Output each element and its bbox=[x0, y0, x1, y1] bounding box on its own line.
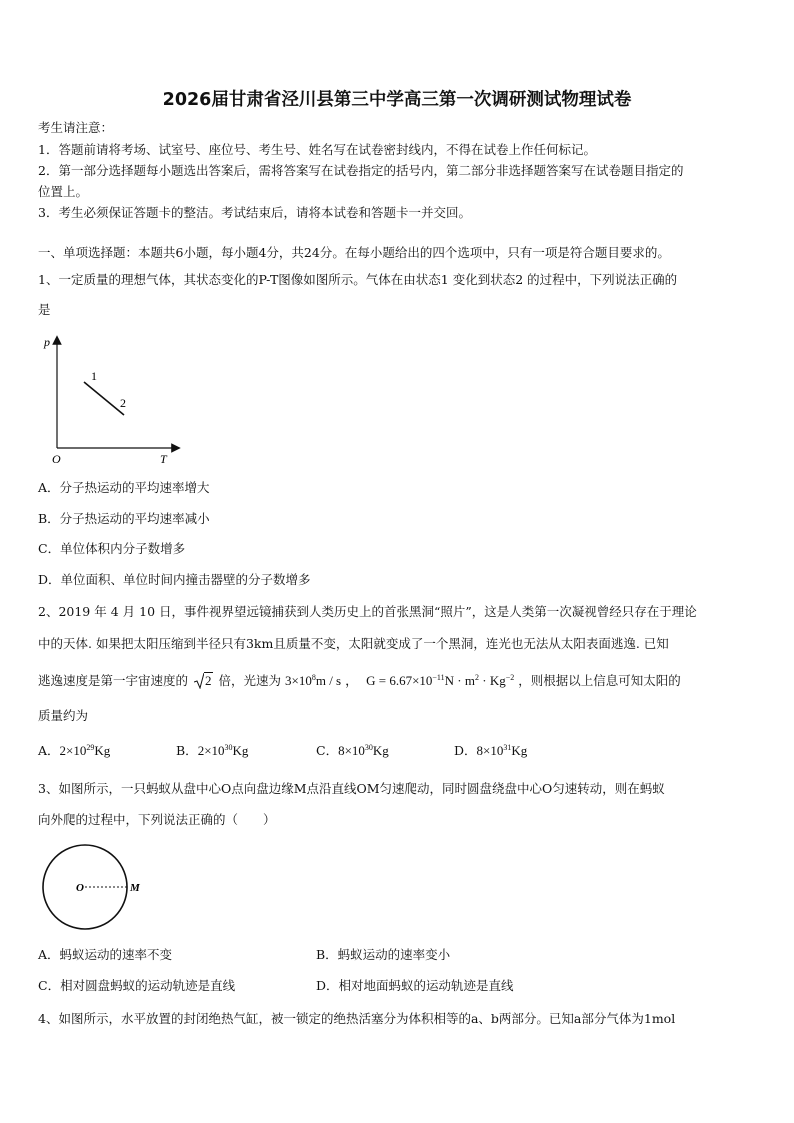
q3-option-c: C．相对圆盘蚂蚁的运动轨迹是直线 bbox=[38, 978, 236, 993]
q2-text-a: 逃逸速度是第一宇宙速度的 bbox=[38, 673, 189, 688]
sqrt-sign bbox=[194, 673, 204, 689]
edge-m-label: M bbox=[130, 882, 140, 894]
q2-text-b: 倍，光速为 bbox=[218, 673, 281, 688]
notice-heading: 考生请注意： bbox=[38, 120, 114, 135]
q3-disc-figure bbox=[40, 842, 180, 938]
q4-stem-line1: 4、如图所示，水平放置的封闭绝热气缸，被一锁定的绝热活塞分为体积相等的a、b两部分。已知a部分气体为1mol bbox=[38, 1011, 676, 1026]
notice-item-2-cont: 位置上。 bbox=[38, 184, 89, 199]
q2-text-c: ，则根据以上信息可知太阳的 bbox=[518, 673, 681, 688]
axis-x-label: T bbox=[160, 452, 167, 464]
q1-option-c: C．单位体积内分子数增多 bbox=[38, 541, 186, 556]
notice-item-3: 3．考生必须保证答题卡的整洁。考试结束后，请将本试卷和答题卡一并交回。 bbox=[38, 205, 471, 220]
sqrt-value: 2 bbox=[205, 673, 212, 688]
q2-stem-line1: 2、2019 年 4 月 10 日，事件视界望远镜捕获到人类历史上的首张黑洞“照片”，这是人类第一次凝视曾经只存在于理论 bbox=[38, 604, 697, 619]
q3-stem-line2: 向外爬的过程中，下列说法正确的（ ） bbox=[38, 812, 276, 827]
q1-option-d: D．单位面积、单位时间内撞击器壁的分子数增多 bbox=[38, 572, 311, 587]
page-title: 2026届甘肃省泾川县第三中学高三第一次调研测试物理试卷 bbox=[162, 90, 632, 110]
q3-option-d: D．相对地面蚂蚁的运动轨迹是直线 bbox=[316, 978, 514, 993]
process-line bbox=[84, 382, 124, 415]
state-2-label: 2 bbox=[120, 396, 126, 410]
q3-option-b: B．蚂蚁运动的速率变小 bbox=[316, 947, 451, 962]
section-heading: 一、单项选择题：本题共6小题，每小题4分，共24分。在每小题给出的四个选项中，只有一项是符合题目要求的。 bbox=[38, 245, 670, 260]
notice-item-2: 2．第一部分选择题每小题选出答案后，需将答案写在试卷指定的括号内，第二部分非选择题答案写在试卷题目指定的 bbox=[38, 163, 684, 178]
gravitational-constant: $G = 6.67\times 10^{-11}N \cdot m^2 \cdot Kg^{-2}$ bbox=[366, 673, 515, 688]
notice-item-1: 1．答题前请将考场、试室号、座位号、考生号、姓名写在试卷密封线内，不得在试卷上作任何标记。 bbox=[38, 142, 596, 157]
light-speed: $3\times 10^8m / s$ bbox=[284, 673, 342, 688]
sqrt-expression bbox=[194, 673, 213, 689]
q2-option-d: D．$8\times 10^{31}Kg$ bbox=[454, 743, 528, 758]
q1-stem-line1: 1、一定质量的理想气体，其状态变化的P-T图像如图所示。气体在由状态1 变化到状态2 的过程中，下列说法正确的 bbox=[38, 272, 678, 287]
q2-option-b: B．$2\times 10^{30}Kg$ bbox=[176, 743, 249, 758]
q1-option-a: A．分子热运动的平均速率增大 bbox=[38, 480, 210, 495]
center-o-label: O bbox=[76, 882, 84, 894]
axis-y-label: p bbox=[44, 335, 50, 349]
q1-stem-line2: 是 bbox=[38, 302, 51, 317]
state-1-label: 1 bbox=[91, 369, 97, 383]
q3-option-a: A．蚂蚁运动的速率不变 bbox=[38, 947, 173, 962]
q2-option-a: A．$2\times 10^{29}Kg$ bbox=[38, 743, 111, 758]
q1-option-b: B．分子热运动的平均速率减小 bbox=[38, 511, 210, 526]
q2-stem-line4: 质量约为 bbox=[38, 708, 89, 723]
origin-label: O bbox=[52, 452, 61, 464]
q2-option-c: C．$8\times 10^{30}Kg$ bbox=[316, 743, 389, 758]
q1-pt-graph bbox=[36, 332, 186, 464]
q2-stem-line3: 逃逸速度是第一宇宙速度的 2 倍，光速为 $3\times 10^8m / s$ ， $G = 6.67\times 10^{-11}N \cdot m^2 \cdot Kg^{-2}$ ，则根据以上信息可知太阳的 bbox=[38, 673, 681, 688]
q2-stem-line2: 中的天体. 如果把太阳压缩到半径只有3km且质量不变，太阳就变成了一个黑洞，连光也无法从太阳表面逃逸. 已知 bbox=[38, 636, 669, 651]
q3-stem-line1: 3、如图所示，一只蚂蚁从盘中心O点向盘边缘M点沿直线OM匀速爬动，同时圆盘绕盘中心O匀速转动，则在蚂蚁 bbox=[38, 781, 665, 796]
